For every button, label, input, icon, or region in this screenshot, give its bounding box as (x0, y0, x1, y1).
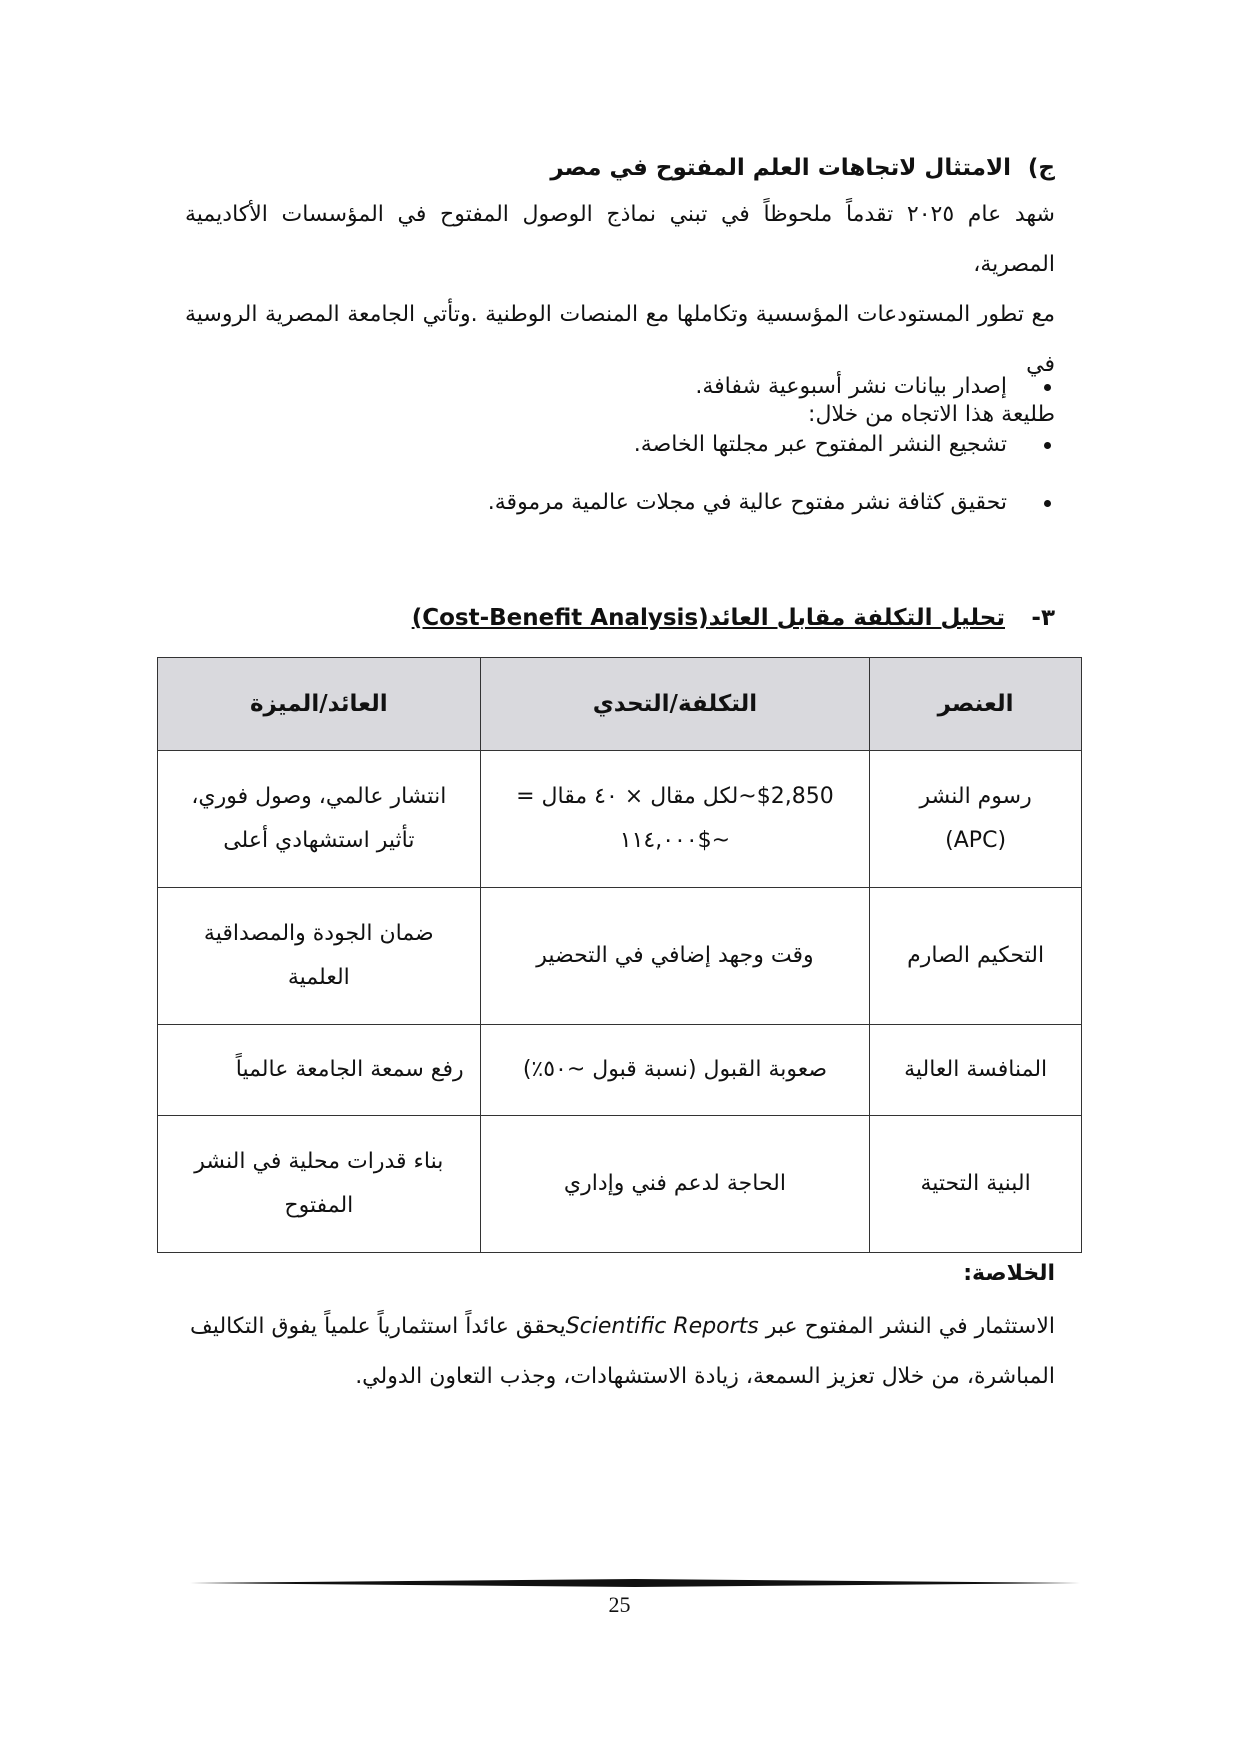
table-header-cell: العنصر (870, 658, 1082, 751)
subsection-title: الامتثال لاتجاهات العلم المفتوح في مصر (550, 155, 1011, 181)
conclusion-text: يحقق عائداً استثمارياً علمياً يفوق التكاليف (190, 1314, 566, 1339)
table-header-row (158, 658, 1082, 751)
conclusion-paragraph (185, 1302, 1055, 1402)
intro-line: شهد عام ٢٠٢٥ تقدماً ملحوظاً في تبني نماذج الوصول المفتوح في المؤسسات الأكاديمية المصرية، (185, 202, 1055, 277)
section-title-english: (Cost-Benefit Analysis) (411, 605, 709, 631)
element-cell: التحكيم الصارم (870, 888, 1082, 1025)
section-heading (155, 600, 1055, 636)
benefit-cell: رفع سمعة الجامعة عالمياً (158, 1025, 481, 1116)
conclusion-line (185, 1302, 1055, 1352)
intro-line: طليعة هذا الاتجاه من خلال: (808, 402, 1055, 427)
benefit-line: ضمان الجودة والمصداقية (203, 921, 434, 946)
cost-line: ~$١١٤,٠٠٠ (619, 828, 731, 853)
table-row (158, 888, 1082, 1025)
bullet-item: تشجيع النشر المفتوح عبر مجلتها الخاصة. (255, 420, 1055, 478)
benefit-cell (158, 751, 481, 888)
benefit-line: تأثير استشهادي أعلى (223, 828, 415, 853)
benefit-line: انتشار عالمي، وصول فوري، (191, 784, 447, 809)
cost-cell (480, 751, 870, 888)
cost-line: $2,850~لكل مقال × ٤٠ مقال = (516, 784, 834, 809)
table-row (158, 1116, 1082, 1253)
element-cell: رسوم النشر (APC) (870, 751, 1082, 888)
table-row (158, 751, 1082, 888)
section-number: ٣- (1031, 605, 1055, 631)
benefit-line: بناء قدرات محلية في النشر (194, 1149, 444, 1174)
cost-cell: صعوبة القبول (نسبة قبول ~٥٠٪) (480, 1025, 870, 1116)
benefit-line: العلمية (287, 965, 350, 990)
footer-divider (190, 1578, 1080, 1588)
conclusion-line: المباشرة، من خلال تعزيز السمعة، زيادة الاستشهادات، وجذب التعاون الدولي. (355, 1364, 1055, 1389)
conclusion-text: الاستثمار في النشر المفتوح عبر (765, 1314, 1055, 1339)
cost-cell: وقت وجهد إضافي في التحضير (480, 888, 870, 1025)
cost-benefit-table (157, 657, 1082, 1253)
table-row (158, 1025, 1082, 1116)
section-title: تحليل التكلفة مقابل العائد (708, 605, 1005, 631)
subsection-heading (155, 150, 1055, 186)
conclusion-title: الخلاصة: (963, 1261, 1055, 1286)
intro-line: مع تطور المستودعات المؤسسية وتكاملها مع المنصات الوطنية .وتأتي الجامعة المصرية الروسية في (185, 302, 1055, 377)
table-header-cell: العائد/الميزة (158, 658, 481, 751)
page-number: 25 (608, 1592, 631, 1617)
subsection-marker: ج) (1027, 155, 1055, 181)
benefit-cell (158, 888, 481, 1025)
bullet-item: إصدار بيانات نشر أسبوعية شفافة. (255, 362, 1055, 420)
benefit-line: المفتوح (284, 1193, 354, 1218)
element-cell: المنافسة العالية (870, 1025, 1082, 1116)
journal-name: Scientific Reports (565, 1314, 759, 1339)
bullet-list (255, 362, 1055, 536)
benefit-cell (158, 1116, 481, 1253)
element-cell: البنية التحتية (870, 1116, 1082, 1253)
table-header-cell: التكلفة/التحدي (480, 658, 870, 751)
cost-cell: الحاجة لدعم فني وإداري (480, 1116, 870, 1253)
bullet-item: تحقيق كثافة نشر مفتوح عالية في مجلات عالمية مرموقة. (255, 478, 1055, 536)
